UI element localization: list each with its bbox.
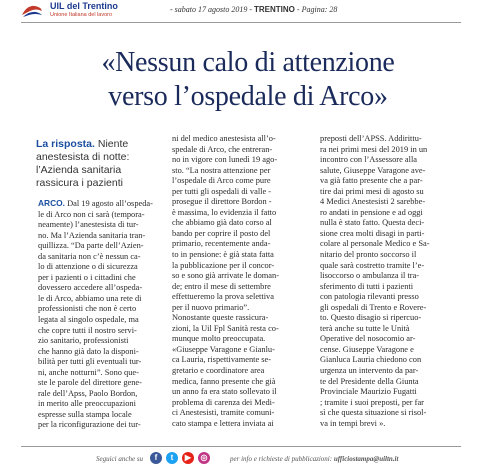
header-divider [21, 22, 461, 23]
article-line-text: per la riconfigurazione dei tur- [38, 420, 141, 430]
article-line [172, 345, 310, 356]
article-line-text: effettueremo la prova selettiva [172, 292, 274, 302]
article-line [172, 187, 310, 198]
article-line-text: neamente) l’anestesista di tur- [38, 220, 139, 230]
article-line-text: lo di attenzione o di sicurezza [38, 262, 138, 272]
article-line [172, 145, 310, 156]
article-line [38, 326, 162, 337]
article-column-3 [320, 134, 462, 429]
article-line-text: colare al personale Medico e Sa- [320, 239, 430, 249]
article-line-text: terà anche su tutte le Unità [320, 323, 410, 333]
page-header [0, 0, 480, 22]
article-line-text: urgenza un intervento da par- [320, 366, 419, 376]
article-line [320, 282, 462, 293]
article-line [38, 210, 162, 221]
article-line-text: Gianluca Lauria chiedono con [320, 355, 422, 365]
article-line-text: medica, fanno presente che già [172, 376, 276, 386]
article-line-text: 4 Medici Anestesisti 2 sarebbe- [320, 197, 426, 207]
article-line [320, 176, 462, 187]
article-line [172, 377, 310, 388]
article-line-text: de; entro il mese di settembre [172, 281, 271, 291]
article-line-text: ste le parole del direttore gene- [38, 378, 142, 388]
article-line-text: legata al singolo ospedale, ma [38, 315, 139, 325]
article-line-text: Provinciale Maurizio Fugatti [320, 387, 417, 397]
article-line-text: cense. Giuseppe Varagone e [320, 344, 414, 354]
article-line-text: per il nuovo primario”. [172, 302, 250, 312]
article-line [172, 313, 310, 324]
article-line-text: sto. “La nostra attenzione per [172, 165, 271, 175]
article-line [38, 241, 162, 252]
article-line [320, 261, 462, 272]
lead-kicker: La risposta. [36, 138, 95, 150]
article-line-text: dovessero accedere all’ospeda- [38, 283, 143, 293]
article-headline [38, 46, 458, 114]
article-line [320, 166, 462, 177]
article-line [320, 345, 462, 356]
article-line [320, 292, 462, 303]
article-column-2 [172, 134, 310, 429]
article-line-text: in merito alle preoccupazioni [38, 399, 136, 409]
article-line-text: sione crea molti disagi in parti- [320, 228, 425, 238]
page-footer [0, 440, 480, 476]
article-line [320, 355, 462, 366]
article-line-text: quillizza. “Da parte dell’Azien- [38, 241, 144, 251]
article-line [172, 208, 310, 219]
article-line [320, 387, 462, 398]
article-line [320, 324, 462, 335]
article-line [38, 336, 162, 347]
article-line [172, 366, 310, 377]
article-line [320, 197, 462, 208]
article-line [38, 273, 162, 284]
article-line [38, 220, 162, 231]
article-line-text: «Giuseppe Varagone e Gianlu- [172, 344, 275, 354]
article-line [320, 366, 462, 377]
article-line-text: prosegue il direttore Bordon - [172, 197, 272, 207]
article-line [172, 282, 310, 293]
article-line [38, 315, 162, 326]
headline-line-1: «Nessun calo di attenzione [101, 47, 395, 78]
article-line [320, 239, 462, 250]
page-number: Pagina: 28 [301, 5, 338, 14]
article-line [172, 197, 310, 208]
article-line [38, 420, 162, 431]
publication-date: sabato 17 agosto 2019 [174, 5, 248, 14]
article-line [320, 303, 462, 314]
article-line-text: no in vigore con lunedì 19 ago- [172, 155, 278, 165]
article-line-text: munque molto preoccupata. [172, 334, 266, 344]
article-line [320, 187, 462, 198]
article-line [38, 262, 162, 273]
article-line-text: ra nei primi mesi del 2019 in un [320, 144, 428, 154]
article-line [38, 304, 162, 315]
article-line-text: le di Arco, abbiamo una rete di [38, 293, 142, 303]
article-line-text: quale sarà costretto tramite l’e- [320, 260, 425, 270]
article-line-text: problema di carenza dei Medi- [172, 397, 275, 407]
article-line-text: ro andati in pensione e ad oggi [320, 207, 423, 217]
article-line-text: gli ospedali di Trento e Rovere- [320, 302, 427, 312]
dateline-place: ARCO. [38, 198, 65, 208]
article-line [172, 355, 310, 366]
article-line [320, 155, 462, 166]
article-line-text: che copre tutti il nostro servi- [38, 325, 137, 335]
article-line-text: to. Questo disagio si ripercuo- [320, 313, 422, 323]
contact-email[interactable]: ufficiostampa@uiltn.it [333, 455, 399, 463]
article-line [172, 398, 310, 409]
article-line-text: che hanno già dato la disponi- [38, 346, 139, 356]
article-line [38, 399, 162, 410]
article-line-text: nitario del pronto soccorso il [320, 250, 417, 260]
article-line [172, 408, 310, 419]
article-line [320, 208, 462, 219]
article-line-text: le di Arco non ci sarà (tempora- [38, 209, 145, 219]
article-line-text: è massima, lo evidenzia il fatto [172, 207, 277, 217]
article-line-text: da sanitaria non c’è nessun ca- [38, 251, 141, 261]
instagram-icon[interactable]: ◎ [198, 452, 210, 464]
org-name: UIL del Trentino [50, 1, 118, 11]
article-line-text: per tutti gli ospedali di valle - [172, 186, 272, 196]
article-line [172, 218, 310, 229]
uil-logo-icon [21, 3, 43, 19]
article-line-text: no. Ma l’Azienda sanitaria tran- [38, 230, 146, 240]
article-line [38, 198, 162, 210]
article-line-text: zioni, la Uil Fpl Sanità resta co- [172, 323, 279, 333]
article-line-text: Nonostante queste rassicura- [172, 313, 269, 323]
article-line [172, 292, 310, 303]
article-line [172, 303, 310, 314]
article-line [172, 134, 310, 145]
article-line-text: sferimento di tutti i pazienti [320, 281, 414, 291]
footer-info [230, 455, 398, 463]
info-label: per info e richieste di pubblicazioni: [230, 455, 333, 463]
article-line-text: ni del medico anestesista all’o- [172, 134, 276, 143]
article-line-text: bando per coprire il posto del [172, 228, 271, 238]
article-line [38, 283, 162, 294]
article-line [172, 176, 310, 187]
article-lead [36, 138, 164, 190]
article-line [172, 155, 310, 166]
org-subtitle: Unione Italiana del lavoro [50, 12, 113, 18]
follow-label: Seguici anche su [96, 455, 144, 463]
article-line [172, 271, 310, 282]
article-line-text: va in tempi brevi ». [320, 418, 386, 428]
article-line [320, 229, 462, 240]
article-line [38, 368, 162, 379]
article-line [172, 387, 310, 398]
article-line-text: so e sono già arrivate le doman- [172, 271, 279, 281]
article-line-text: rale dell’Apss, Paolo Bordon, [38, 388, 138, 398]
article-line-text: espresse sulla stampa locale [38, 409, 132, 419]
article-line-text: zio sanitario, professionisti [38, 336, 129, 346]
article-line-text: lisoccorso o ambulanza il tra- [320, 271, 420, 281]
article-line [320, 419, 462, 430]
section-name: TRENTINO [254, 5, 295, 14]
article-line-text: salute, Giuseppe Varagone ave- [320, 165, 426, 175]
article-line-text: ni, anche notturni”. Sono que- [38, 367, 139, 377]
article-line-text: gretario e coordinatore area [172, 366, 265, 376]
article-line [172, 324, 310, 335]
article-line [320, 334, 462, 345]
twitter-icon[interactable]: t [166, 452, 178, 464]
article-line-text: primario, recentemente anda- [172, 239, 271, 249]
article-line [320, 134, 462, 145]
article-line-text: ci Anestesisti, tramite comuni- [172, 408, 275, 418]
article-line-text: sì che questa situazione si risol- [320, 408, 427, 418]
lead-text: Niente anestesista di notte: l’Azienda sanitaria rassicura i pazienti [36, 138, 130, 189]
article-line [172, 334, 310, 345]
article-line [38, 389, 162, 400]
article-line [320, 398, 462, 409]
article-line [38, 231, 162, 242]
article-column-1 [38, 198, 162, 431]
article-line-text: va già fatto presente che a par- [320, 176, 423, 186]
article-line-text: un anno fa era stato sollevato il [172, 387, 277, 397]
article-line-text: l’ospedale di Arco come pure [172, 176, 271, 186]
article-line-text: Dal 19 agosto all’ospeda- [67, 199, 153, 208]
article-line [172, 229, 310, 240]
article-line-text: cato stampa e lettera inviata ai [172, 418, 274, 428]
youtube-icon[interactable]: ▶ [182, 452, 194, 464]
article-line [320, 408, 462, 419]
article-line [320, 271, 462, 282]
article-line-text: to in pensione: è già stata fatta [172, 250, 274, 260]
article-line-text: la pubblicazione per il concor- [172, 260, 275, 270]
article-line [38, 357, 162, 368]
article-line-text: ; tramite i suoi preposti, per far [320, 397, 424, 407]
article-line [320, 145, 462, 156]
article-line-text: ca Lauria, rispettivamente se- [172, 355, 272, 365]
article-line [320, 313, 462, 324]
article-line-text: preposti dell’APSS. Addirittu- [320, 134, 422, 143]
article-line [38, 347, 162, 358]
article-line-text: bilità per tutti gli eventuali tur- [38, 357, 142, 367]
dateline: - sabato 17 agosto 2019 - TRENTINO - Pagina: 28 [170, 5, 338, 14]
article-line-text: professionisti che non è certo [38, 304, 137, 314]
article-line [172, 250, 310, 261]
article-line-text: per i pazienti o i cittadini che [38, 272, 136, 282]
article-line [38, 294, 162, 305]
article-line-text: te del Presidente della Giunta [320, 376, 419, 386]
article-line [320, 218, 462, 229]
article-line [172, 166, 310, 177]
article-line-text: incontro con l’Assessore alla [320, 155, 417, 165]
article-line [38, 252, 162, 263]
article-line [172, 239, 310, 250]
article-line [320, 250, 462, 261]
article-line [38, 410, 162, 421]
headline-line-2: verso l’ospedale di Arco» [108, 81, 388, 112]
dateline-sep: - [170, 5, 175, 14]
article-line [172, 419, 310, 430]
article-line-text: con patologia rilevanti presso [320, 292, 419, 302]
article-line-text: nulla è stato fatto. Questa deci- [320, 218, 425, 228]
article-line [320, 377, 462, 388]
article-line-text: spedale di Arco, che entreran- [172, 144, 273, 154]
article-line [172, 261, 310, 272]
article-line [38, 378, 162, 389]
article-line-text: che abbiamo già dato corso al [172, 218, 272, 228]
article-line-text: tire dai primi mesi di agosto su [320, 186, 424, 196]
facebook-icon[interactable]: f [150, 452, 162, 464]
article-line-text: Operative del nosocomio ar- [320, 334, 416, 344]
